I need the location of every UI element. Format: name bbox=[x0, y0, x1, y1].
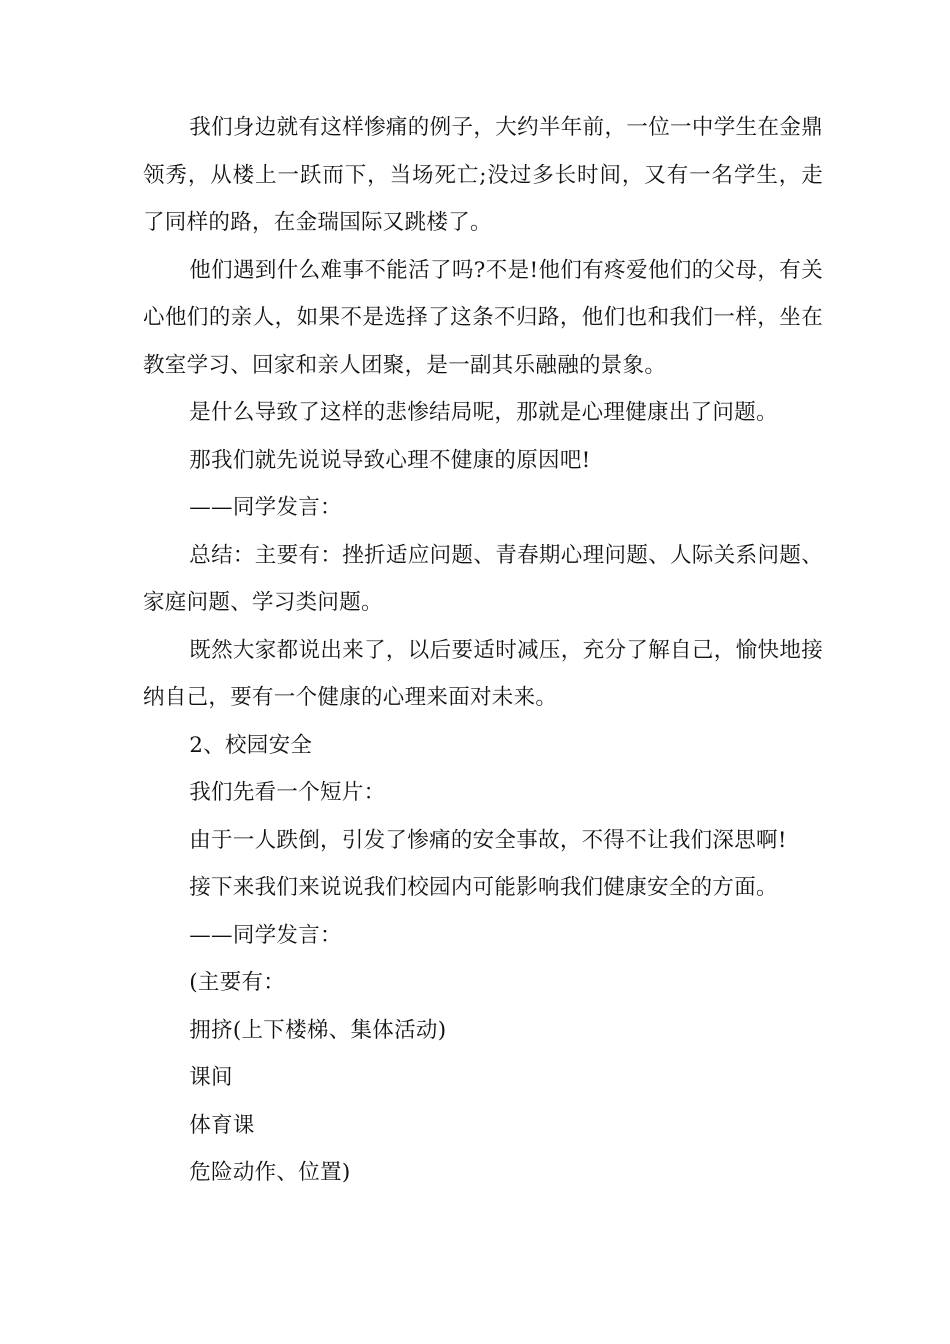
paragraph-advice: 既然大家都说出来了，以后要适时减压，充分了解自己，愉快地接纳自己，要有一个健康的心理来面对未来。 bbox=[143, 637, 823, 710]
list-item-crowding: 拥挤(上下楼梯、集体活动) bbox=[189, 1017, 447, 1043]
paragraph-example-incidents: 我们身边就有这样惨痛的例子，大约半年前，一位一中学生在金鼎领秀，从楼上一跃而下，当场死亡;没过多长时间，又有一名学生，走了同样的路，在金瑞国际又跳楼了。 bbox=[143, 115, 823, 235]
list-item-break-time: 课间 bbox=[189, 1065, 233, 1090]
paragraph-cause-question: 是什么导致了这样的悲惨结局呢，那就是心理健康出了问题。 bbox=[189, 400, 778, 425]
paragraph-watch-video: 我们先看一个短片： bbox=[189, 780, 386, 805]
paragraph-causes-intro: 那我们就先说说导致心理不健康的原因吧! bbox=[189, 447, 591, 473]
document-body bbox=[143, 104, 823, 1197]
section-heading-campus-safety: 2、校园安全 bbox=[189, 732, 313, 758]
list-intro: (主要有： bbox=[189, 970, 286, 995]
list-item-pe-class: 体育课 bbox=[189, 1112, 255, 1138]
paragraph-family-question: 他们遇到什么难事不能活了吗?不是!他们有疼爱他们的父母，有关心他们的亲人，如果不是选择了这条不归路，他们也和我们一样，坐在教室学习、回家和亲人团聚，是一副其乐融融的景象。 bbox=[143, 257, 823, 378]
paragraph-accident: 由于一人跌倒，引发了惨痛的安全事故，不得不让我们深思啊! bbox=[189, 827, 787, 853]
paragraph-summary: 总结：主要有：挫折适应问题、青春期心理问题、人际关系问题、家庭问题、学习类问题。 bbox=[143, 542, 823, 615]
paragraph-safety-intro: 接下来我们来说说我们校园内可能影响我们健康安全的方面。 bbox=[189, 875, 778, 900]
paragraph-student-speech-1: ——同学发言： bbox=[189, 495, 342, 520]
paragraph-student-speech-2: ——同学发言： bbox=[189, 922, 342, 948]
list-item-dangerous-actions: 危险动作、位置) bbox=[189, 1160, 351, 1185]
